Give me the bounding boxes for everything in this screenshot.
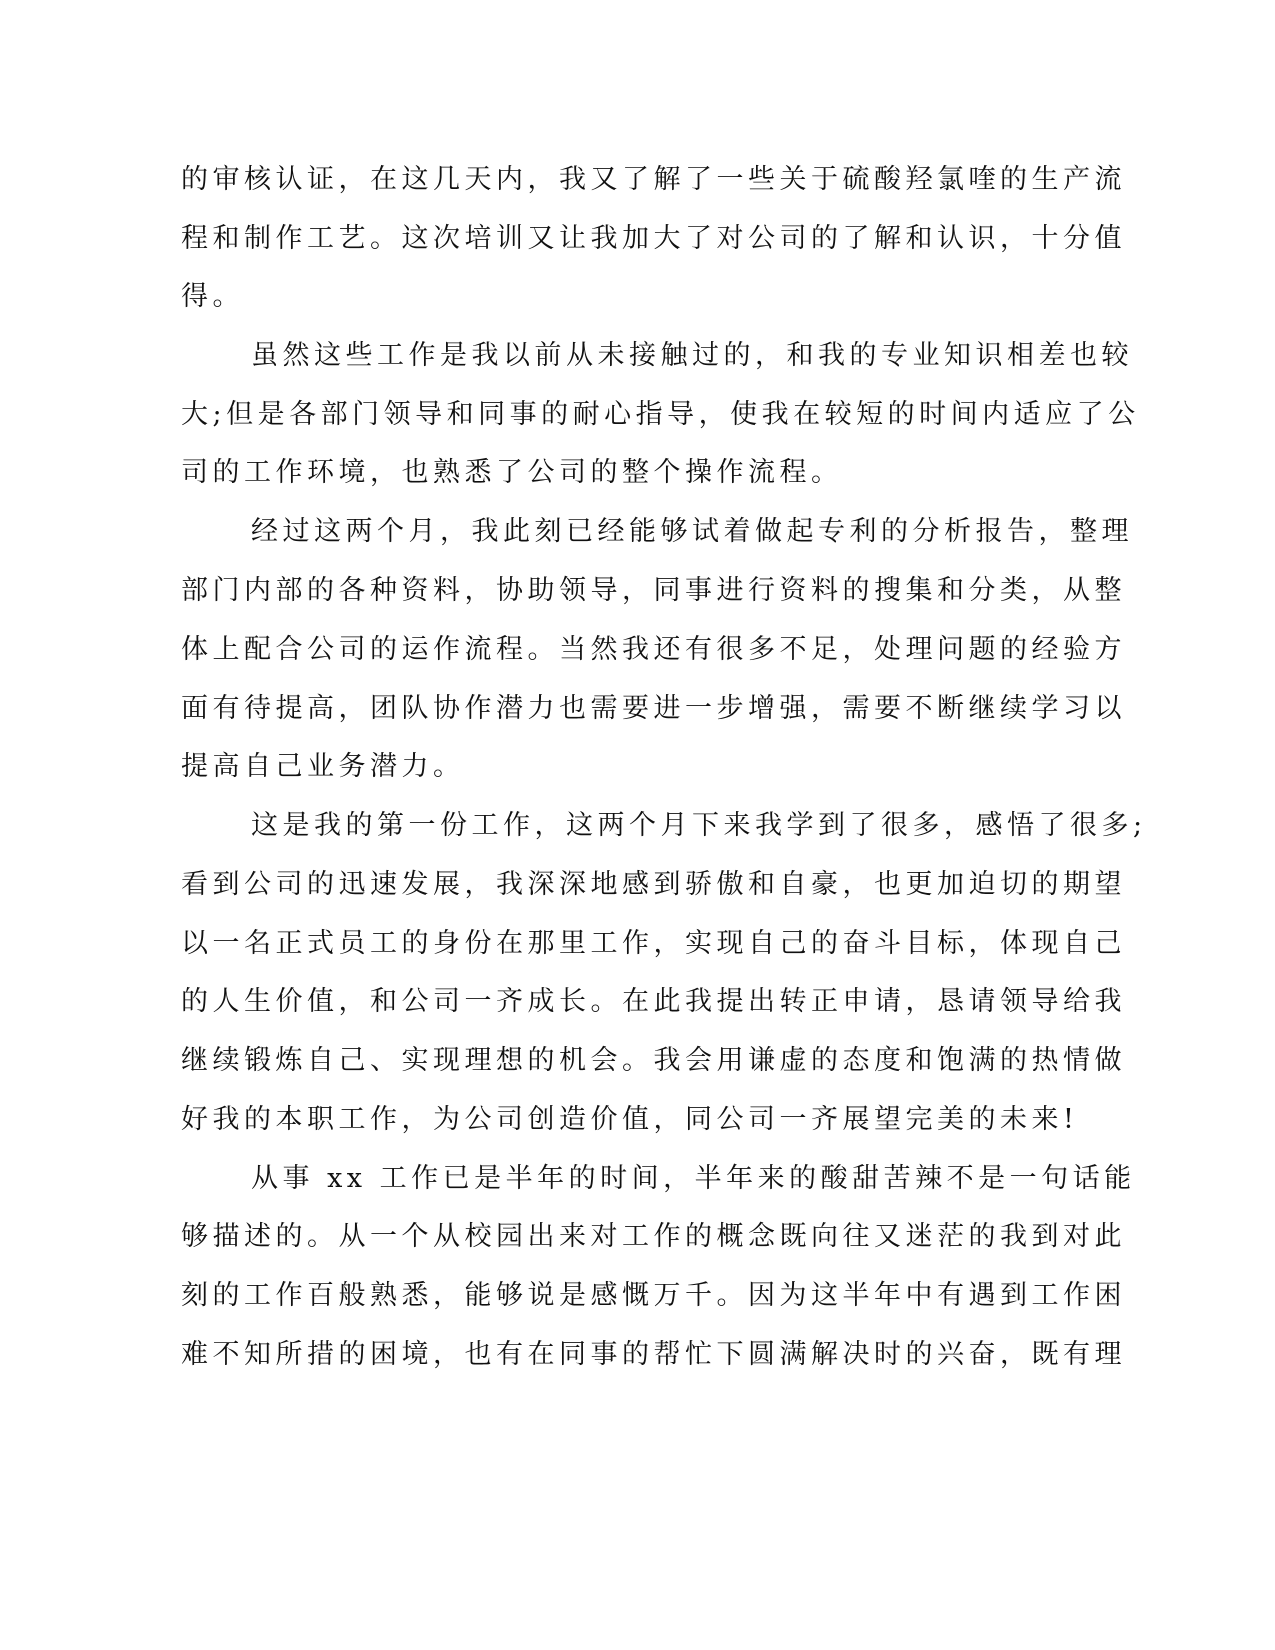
text-line: 司的工作环境，也熟悉了公司的整个操作流程。 — [181, 457, 843, 488]
text-line: 难不知所措的困境，也有在同事的帮忙下圆满解决时的兴奋，既有理 — [181, 1339, 1126, 1370]
text-line: 继续锻炼自己、实现理想的机会。我会用谦虚的态度和饱满的热情做 — [181, 1045, 1126, 1076]
text-line: 体上配合公司的运作流程。当然我还有很多不足，处理问题的经验方 — [181, 634, 1126, 665]
text-line: 的审核认证，在这几天内，我又了解了一些关于硫酸羟氯喹的生产流 — [181, 164, 1126, 195]
text-line: 得。 — [181, 281, 244, 312]
text-line: 够描述的。从一个从校园出来对工作的概念既向往又迷茫的我到对此 — [181, 1221, 1126, 1252]
paragraph-first-line: 这是我的第一份工作，这两个月下来我学到了很多，感悟了很多; — [251, 810, 1147, 841]
text-line: 以一名正式员工的身份在那里工作，实现自己的奋斗目标，体现自己 — [181, 928, 1126, 959]
text-line: 的人生价值，和公司一齐成长。在此我提出转正申请，恳请领导给我 — [181, 986, 1126, 1017]
text-line: 程和制作工艺。这次培训又让我加大了对公司的了解和认识，十分值 — [181, 223, 1126, 254]
text-line: 面有待提高，团队协作潜力也需要进一步增强，需要不断继续学习以 — [181, 693, 1126, 724]
text-line: 好我的本职工作，为公司创造价值，同公司一齐展望完美的未来! — [181, 1104, 1079, 1135]
text-line: 部门内部的各种资料，协助领导，同事进行资料的搜集和分类，从整 — [181, 575, 1126, 606]
paragraph-first-line: 经过这两个月，我此刻已经能够试着做起专利的分析报告，整理 — [251, 516, 1133, 547]
text-line: 提高自己业务潜力。 — [181, 751, 465, 782]
paragraph-first-line: 从事 xx 工作已是半年的时间，半年来的酸甜苦辣不是一句话能 — [251, 1163, 1136, 1194]
text-line: 大;但是各部门领导和同事的耐心指导，使我在较短的时间内适应了公 — [181, 399, 1140, 430]
paragraph-first-line: 虽然这些工作是我以前从未接触过的，和我的专业知识相差也较 — [251, 340, 1133, 371]
text-line: 刻的工作百般熟悉，能够说是感慨万千。因为这半年中有遇到工作困 — [181, 1280, 1126, 1311]
text-line: 看到公司的迅速发展，我深深地感到骄傲和自豪，也更加迫切的期望 — [181, 869, 1126, 900]
